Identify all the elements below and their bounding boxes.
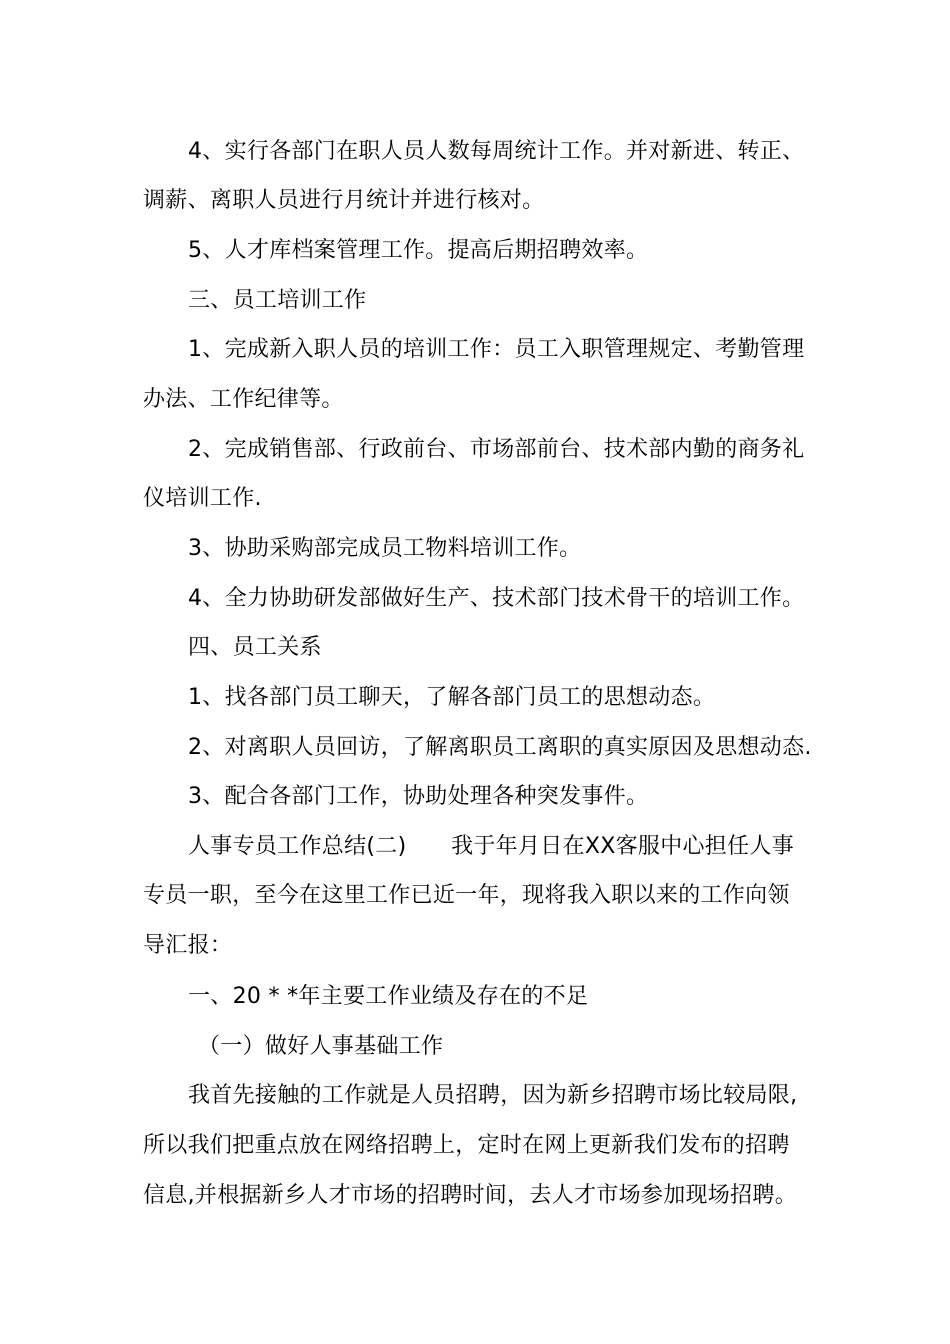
subsection-heading: （一）做好人事基础工作: [198, 1034, 444, 1059]
paragraph-line: 调薪、离职人员进行月统计并进行核对。: [143, 188, 545, 213]
paragraph-line: 导汇报：: [143, 933, 233, 958]
paragraph-line: 3、配合各部门工作，协助处理各种突发事件。: [188, 784, 649, 809]
paragraph-line: 4、实行各部门在职人员人数每周统计工作。并对新进、转正、: [188, 139, 805, 164]
paragraph-line: 专员一职，至今在这里工作已近一年，现将我入职以来的工作向领: [143, 883, 790, 908]
paragraph-line: 办法、工作纪律等。: [143, 387, 344, 412]
section-heading: 四、员工关系: [188, 635, 322, 660]
section-heading: 一、20 * *年主要工作业绩及存在的不足: [188, 984, 589, 1009]
paragraph-line: 4、全力协助研发部做好生产、技术部门技术骨干的培训工作。: [188, 586, 805, 611]
paragraph-line: 3、协助采购部完成员工物料培训工作。: [188, 536, 582, 561]
paragraph-line: 所以我们把重点放在网络招聘上，定时在网上更新我们发布的招聘: [143, 1133, 790, 1158]
paragraph-line: 人事专员工作总结(二) 我于年月日在XX客服中心担任人事: [188, 834, 795, 859]
paragraph-line: 2、完成销售部、行政前台、市场部前台、技术部内勤的商务礼: [188, 437, 805, 462]
paragraph-line: 我首先接触的工作就是人员招聘，因为新乡招聘市场比较局限,: [188, 1083, 798, 1108]
paragraph-line: 2、对离职人员回访，了解离职员工离职的真实原因及思想动态.: [188, 735, 812, 760]
paragraph-line: 1、找各部门员工聊天，了解各部门员工的思想动态。: [188, 685, 716, 710]
section-heading: 三、员工培训工作: [188, 288, 367, 313]
paragraph-line: 信息,并根据新乡人才市场的招聘时间，去人才市场参加现场招聘。: [143, 1183, 797, 1208]
paragraph-line: 1、完成新入职人员的培训工作：员工入职管理规定、考勤管理: [188, 337, 805, 362]
paragraph-line: 5、人才库档案管理工作。提高后期招聘效率。: [188, 238, 649, 263]
paragraph-line: 仪培训工作.: [143, 486, 262, 511]
